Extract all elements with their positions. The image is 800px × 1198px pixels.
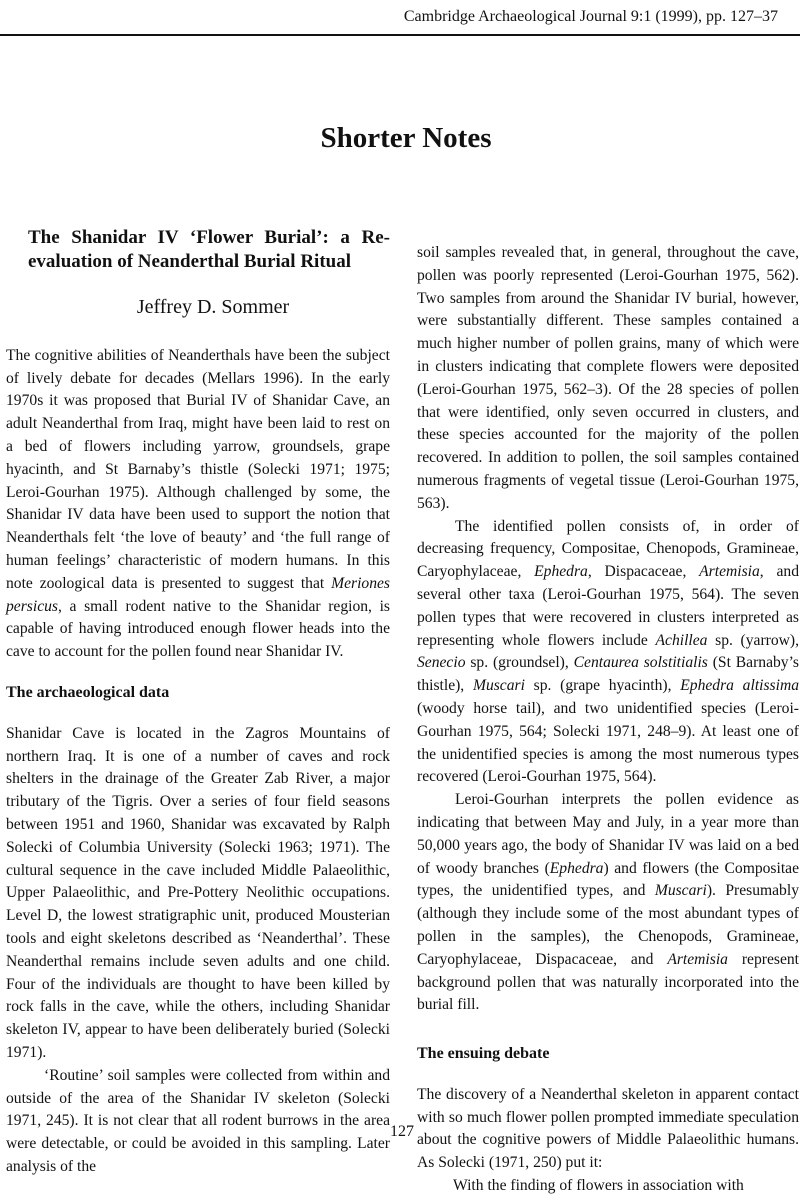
text-run: The cognitive abilities of Neanderthals have been the subject of lively debate for decades (Mellars 1996). In the early 1970s it was proposed that Burial IV of Shanidar Cave, an adult Neanderthal from Iraq, might have been laid to rest on a bed of flowers including yarrow, groundsels, grape hyacinth, and St Barnaby’s thistle (Solecki 1971; 1975; Leroi-Gourhan 1975). Although challenged by some, the Shanidar IV data have been used to support the notion that Neanderthals felt ‘the love of beauty’ and ‘the full range of human feelings’ characteristic of modern humans. In this note zoological data is presented to suggest that — [6, 346, 390, 592]
taxon-name: Centaurea solstitialis — [573, 654, 708, 672]
text-run: ) and flowers (the Compositae types, the unidentified types, and — [417, 859, 799, 900]
taxon-name: Muscari — [654, 882, 707, 900]
header-rule — [0, 34, 800, 36]
species-name: Meriones persicus — [6, 574, 390, 615]
section-title: Shorter Notes — [320, 122, 492, 154]
taxon-name: Ephedra — [549, 859, 604, 877]
paragraph-site: Shanidar Cave is located in the Zagros Mountains of northern Iraq. It is one of a number of caves and rock shelters in the drainage of the Greater Zab River, a major tributary of the Tigris. Over a series of four field seasons between 1951 and 1960, Shanidar was excavated by Ralph Solecki of Columbia University (Solecki 1963; 1971). The cultural sequence in the cave included Middle Palaeolithic, Upper Palaeolithic, and Pre-Pottery Neolithic occupations. Level D, the lowest stratigraphic unit, produced Mousterian tools and eight skeletons described as ‘Neanderthal’. These Neanderthal remains include seven adults and one child. Four of the individuals are thought to have been killed by rock falls in the cave, while the others, including Shanidar skeleton IV, appear to have been deliberately buried (Solecki 1971). — [6, 724, 390, 1061]
block-quote: With the finding of flowers in association with — [453, 1177, 744, 1195]
text-run: Leroi-Gourhan interprets the pollen evidence as indicating that between May and July, in a year more than 50,000 years ago, the body of Shanidar IV was laid on a bed of woody branches ( — [417, 791, 799, 877]
right-column — [417, 242, 799, 1198]
paragraph-interpretation — [417, 789, 799, 1017]
running-head: Cambridge Archaeological Journal 9:1 (1999), pp. 127–37 — [403, 8, 778, 25]
text-run: sp. (grape hyacinth), — [524, 677, 681, 695]
text-run: , Dispacaceae, — [587, 563, 700, 581]
heading-archaeological-data: The archaeological data — [6, 683, 170, 701]
text-run: represent background pollen that was naturally incorporated into the burial fill. — [417, 950, 799, 1014]
heading-ensuing-debate: The ensuing debate — [417, 1045, 550, 1063]
text-run: sp. (yarrow), — [707, 631, 800, 649]
paragraph-identified-pollen — [417, 516, 799, 790]
page-number: 127 — [390, 1123, 414, 1140]
article-author: Jeffrey D. Sommer — [136, 296, 290, 318]
taxon-name: Artemisia — [699, 563, 760, 581]
article-title: The Shanidar IV ‘Flower Burial’: a Re-evaluation of Neanderthal Burial Ritual — [28, 227, 390, 272]
taxon-name: Ephedra — [534, 563, 588, 581]
taxon-name: Artemisia — [667, 950, 728, 968]
text-run: , a small rodent native to the Shanidar region, is capable of having introduced enough flower heads into the cave to account for the pollen found near Shanidar IV. — [6, 597, 390, 661]
text-run: ). Presumably (although they include some of the most abundant types of pollen in the samples), the Chenopods, Gramineae, Caryophylaceae, Dispacaceae, and — [417, 882, 799, 968]
taxon-name: Ephedra altissima — [680, 677, 800, 695]
text-run: sp. (groundsel), — [465, 654, 574, 672]
taxon-name: Muscari — [472, 677, 525, 695]
paragraph-soil-samples: ‘Routine’ soil samples were collected from within and outside of the area of the Shanidar IV skeleton (Solecki 1971, 245). It is not clear that all rodent burrows in the area were detectable, or could be avoided in this sampling. Later analysis of the — [6, 1066, 390, 1175]
paragraph-pollen-samples: soil samples revealed that, in general, throughout the cave, pollen was poorly represented (Leroi-Gourhan 1975, 562). Two samples from around the Shanidar IV burial, however, were substantially different. These samples contained a much higher number of pollen grains, many of which were in clusters indicating that complete flowers were deposited (Leroi-Gourhan 1975, 562–3). Of the 28 species of pollen that were identified, only seven occurred in clusters, and these species accounted for the majority of the pollen recovered. In addition to pollen, the soil samples contained numerous fragments of vegetal tissue (Leroi-Gourhan 1975, 563). — [417, 244, 799, 512]
left-column — [6, 216, 390, 1179]
paragraph-intro — [6, 345, 390, 664]
text-run: (woody horse tail), and two unidentified species (Leroi-Gourhan 1975, 564; Solecki 1971, 248–9). At least one of the unidentified species is among the most numerous types recovered (Leroi-Gourhan 1975, 564). — [417, 699, 799, 786]
taxon-name: Achillea — [655, 631, 708, 649]
taxon-name: Senecio — [417, 654, 466, 672]
text-run: (St Barnaby’s thistle), — [417, 654, 799, 695]
text-run: The identified pollen consists of, in order of decreasing frequency, Compositae, Chenopods, Gramineae, Caryophylaceae, — [417, 517, 799, 581]
paragraph-debate: The discovery of a Neanderthal skeleton in apparent contact with so much flower pollen prompted immediate speculation about the cognitive powers of Middle Palaeolithic humans. As Solecki (1971, 250) put it: — [417, 1085, 799, 1172]
text-run: , and several other taxa (Leroi-Gourhan 1975, 564). The seven pollen types that were recovered in clusters interpreted as representing whole flowers include — [417, 563, 799, 649]
